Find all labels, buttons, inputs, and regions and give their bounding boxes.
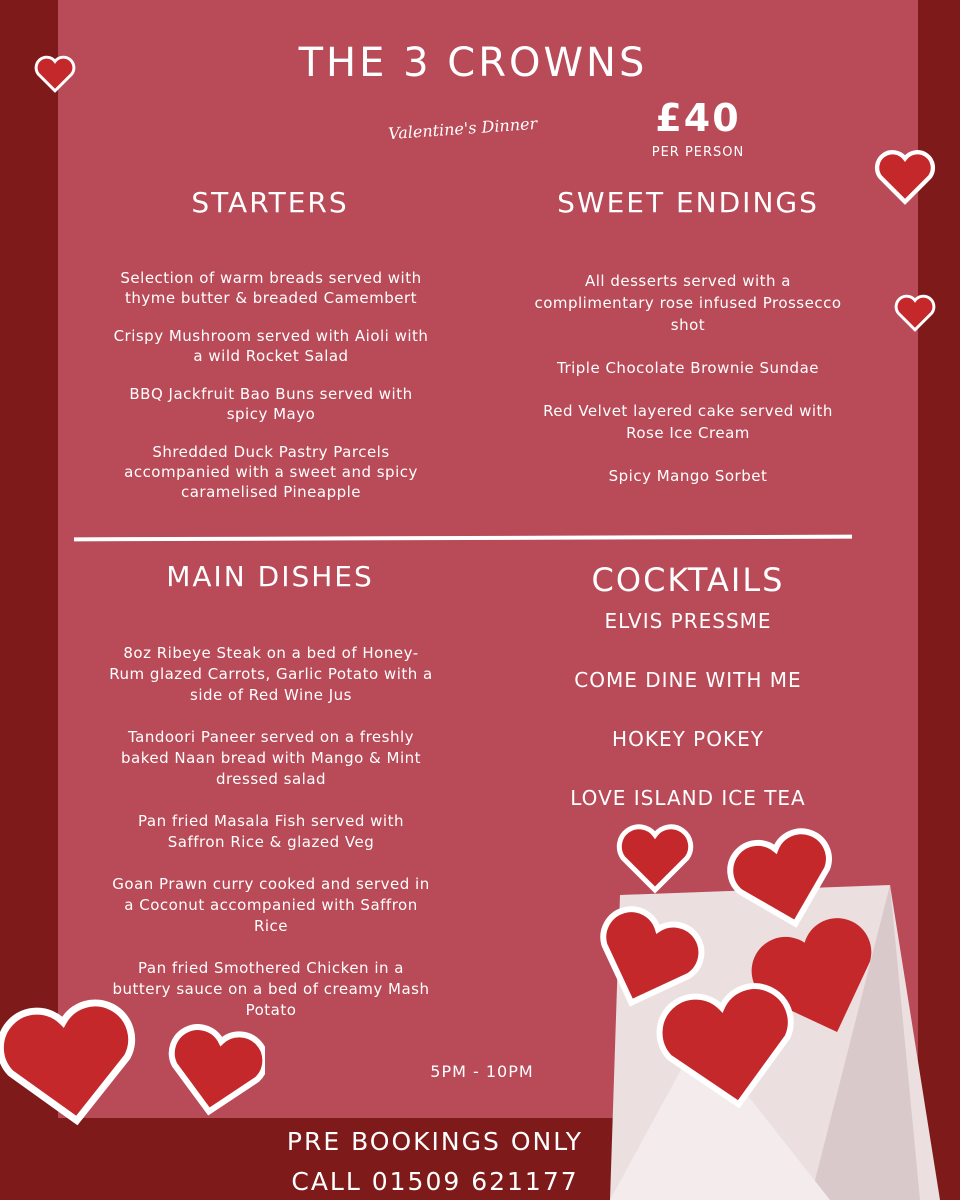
list-item: Shredded Duck Pastry Parcels accompanied with a sweet and spicy caramelised Pineapple xyxy=(124,443,418,501)
cocktails-heading: COCKTAILS xyxy=(591,561,785,599)
heart-icon xyxy=(874,148,936,206)
starters-heading: STARTERS xyxy=(191,186,349,219)
list-item: Triple Chocolate Brownie Sundae xyxy=(556,359,820,377)
sweet-endings-heading: SWEET ENDINGS xyxy=(557,186,819,219)
list-item: Spicy Mango Sorbet xyxy=(608,467,768,485)
list-item: Selection of warm breads served with thyme butter & breaded Camembert xyxy=(120,269,422,307)
list-item: Goan Prawn curry cooked and served in a Coconut accompanied with Saffron Rice xyxy=(112,875,430,935)
list-item: Red Velvet layered cake served with Rose Ice Cream xyxy=(543,402,833,442)
starters-list xyxy=(108,268,434,520)
cocktails-list xyxy=(525,606,851,842)
main-dishes-list xyxy=(108,643,434,1042)
phone-number: CALL 01509 621177 xyxy=(291,1167,579,1196)
list-item: COME DINE WITH ME xyxy=(574,668,802,692)
list-item: Pan fried Smothered Chicken in a buttery sauce on a bed of creamy Mash Potato xyxy=(112,959,430,1019)
opening-hours: 5PM - 10PM xyxy=(430,1062,534,1081)
list-item: Crispy Mushroom served with Aioli with a wild Rocket Salad xyxy=(113,327,429,365)
main-dishes-heading: MAIN DISHES xyxy=(166,560,374,593)
list-item: Pan fried Masala Fish served with Saffron Rice & glazed Veg xyxy=(138,812,404,851)
list-item: Tandoori Paneer served on a freshly baked Naan bread with Mango & Mint dressed salad xyxy=(121,728,421,788)
list-item: ELVIS PRESSME xyxy=(604,609,772,633)
event-subtitle: Valentine's Dinner xyxy=(387,113,538,144)
list-item: HOKEY POKEY xyxy=(612,727,764,751)
list-item: 8oz Ribeye Steak on a bed of Honey-Rum glazed Carrots, Garlic Potato with a side of Red Wine Jus xyxy=(109,644,433,704)
restaurant-title: THE 3 CROWNS xyxy=(298,40,648,86)
sweet-endings-list xyxy=(523,270,853,508)
booking-note: PRE BOOKINGS ONLY xyxy=(286,1127,584,1156)
list-item: LOVE ISLAND ICE TEA xyxy=(570,786,806,810)
price: £40 xyxy=(655,96,741,140)
heart-icon xyxy=(894,294,936,332)
list-item: All desserts served with a complimentary rose infused Prossecco shot xyxy=(534,272,842,334)
price-note: PER PERSON xyxy=(651,145,745,160)
list-item: BBQ Jackfruit Bao Buns served with spicy Mayo xyxy=(129,385,413,423)
